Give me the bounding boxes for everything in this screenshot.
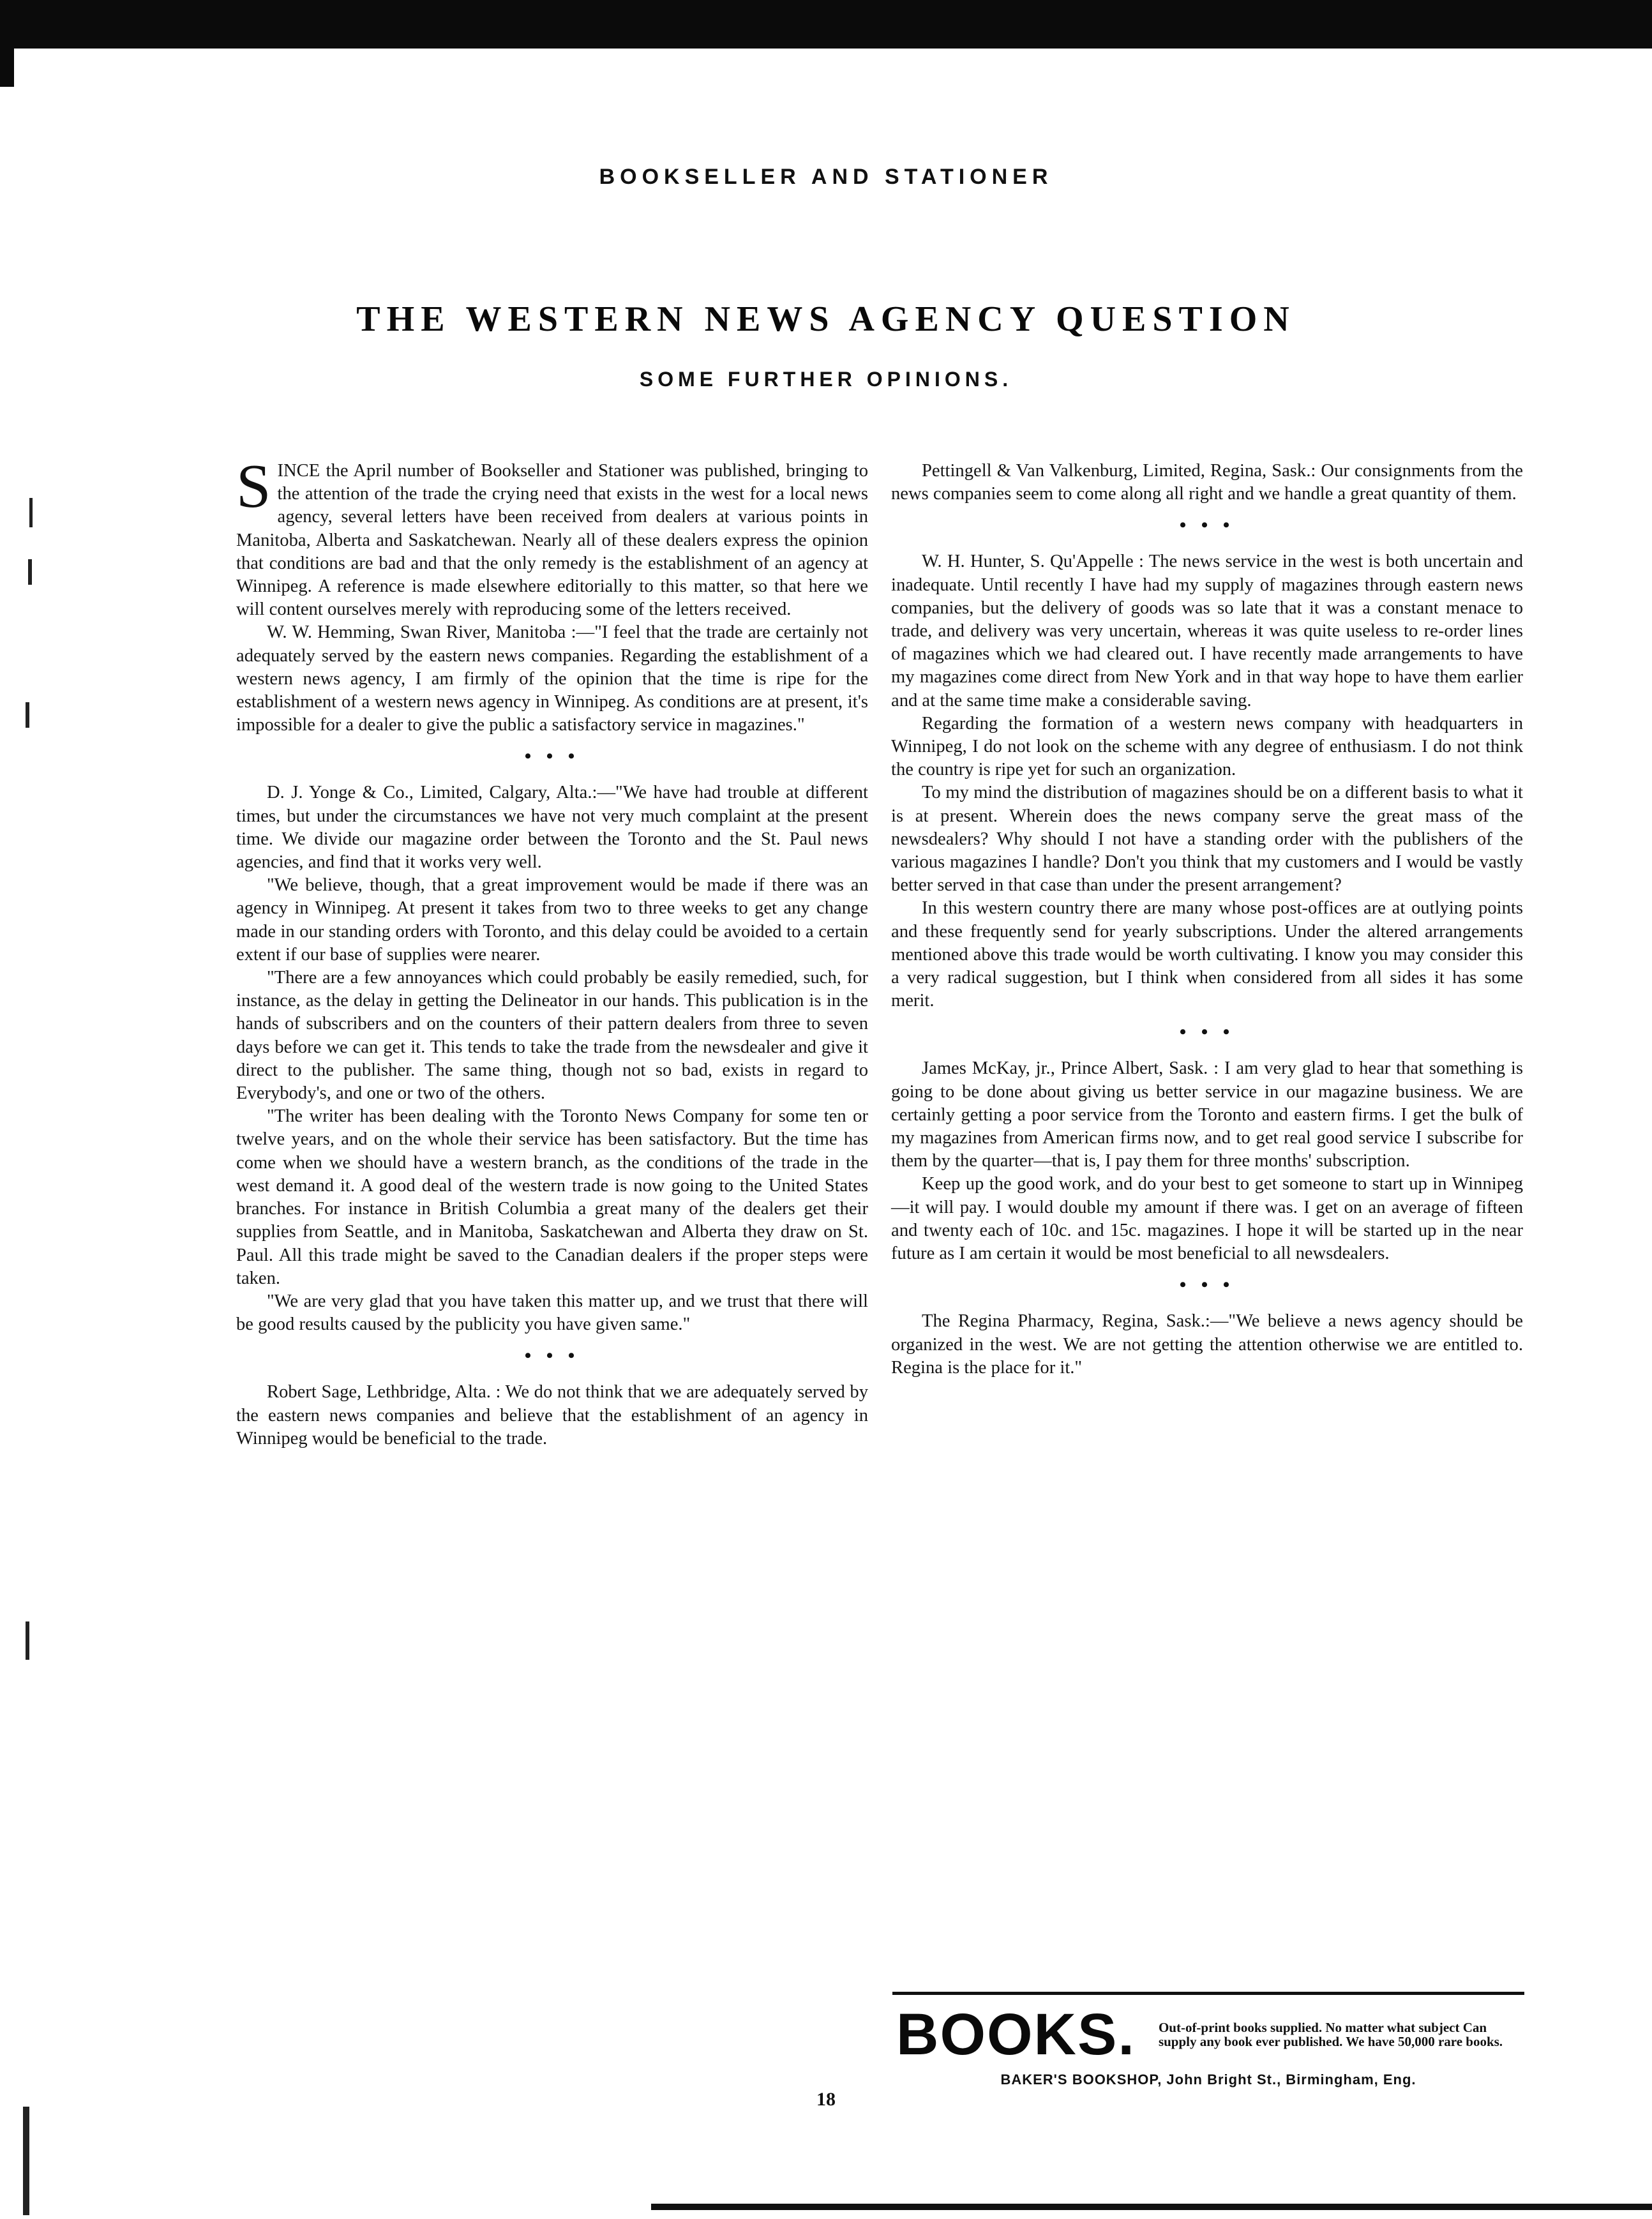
letter-yonge-paragraph: "The writer has been dealing with the Toronto News Company for some ten or twelve years, and on the whole their service has been satisfactory. But the time has come when we should have a western branch, as the conditions of the trade in the west demand it. A good deal of the western trade is now going to the United States branches. For instance in British Columbia a great many of the dealers get their supplies from Seattle, and in Manitoba, Saskatchewan and Alberta they draw on St. Paul. All this trade might be saved to the Canadian dealers if the proper steps were taken. [236, 1106, 868, 1288]
books-advertisement [892, 1992, 1524, 2088]
letter-mckay: James McKay, jr., Prince Albert, Sask. : I am very glad to hear that something is going to be done about giving us better service in our magazine business. We are certainly getting a poor service from the Toronto and eastern firms. I get the bulk of my magazines from American firms now, and to get real good service I subscribe for them by the quarter—that is, I pay them for three months' subscription. [891, 1058, 1523, 1171]
scan-border-corner [0, 49, 14, 87]
ad-shop-address: BAKER'S BOOKSHOP, John Bright St., Birmingham, Eng. [1000, 2072, 1416, 2087]
ad-headline: BOOKS. [896, 2002, 1136, 2067]
top-scan-border [0, 0, 1652, 49]
intro-paragraph [236, 452, 868, 621]
letter-yonge-paragraph: "We believe, though, that a great improvement would be made if there was an agency in Winnipeg. At present it takes from two to three weeks to get any change made in our standing orders with Toronto, and this delay could be avoided to a certain extent if our base of supplies were nearer. [236, 875, 868, 965]
article-title: THE WESTERN NEWS AGENCY QUESTION [356, 299, 1296, 339]
section-separator: • • • [1179, 515, 1235, 536]
letter-yonge-paragraph: "There are a few annoyances which could probably be easily remedied, such, for instance, as the delay in getting the Delineator in our hands. This publication is in the hands of subscribers and on the counters of their pattern dealers from three to seven days before we can get it. This tends to take the trade from the newsdealer and give it direct to the publisher. The same thing, though not so bad, exists in regard to Everybody's, and one or two of the others. [236, 968, 868, 1104]
right-column [891, 460, 1523, 1380]
letter-hemming: W. W. Hemming, Swan River, Manitoba :—"I feel that the trade are certainly not adequately served by the eastern news companies. Regarding the establishment of a western news agency, I am firmly of the opinion that the time is ripe for the establishment of a western news agency in Winnipeg. As conditions are at present, it's impossible for a dealer to give the public a satisfactory service in magazines." [236, 622, 868, 735]
letter-hunter-paragraph: Regarding the formation of a western news company with headquarters in Winnipeg, I do not look on the scheme with any degree of enthusiasm. I do not think the country is ripe yet for such an organization. [891, 713, 1523, 780]
left-column [236, 452, 868, 1450]
letter-regina: The Regina Pharmacy, Regina, Sask.:—"We believe a news agency should be organized in the west. We are not getting the attention otherwise we are entitled to. Regina is the place for it." [891, 1311, 1523, 1378]
section-separator: • • • [1179, 1021, 1235, 1043]
section-separator: • • • [524, 746, 580, 767]
letter-mckay-paragraph: Keep up the good work, and do your best to get someone to start up in Winnipeg—it will pay. I would double my amount if there was. I get on an average of fifteen and twenty each of 10c. and 15c. magazines. I hope it will be started up in the near future as I am certain it would be most beneficial to all newsdealers. [891, 1174, 1523, 1264]
ad-main-row [892, 2002, 1524, 2067]
letter-yonge: D. J. Yonge & Co., Limited, Calgary, Alta.:—"We have had trouble at different times, but under the circumstances we have not very much complaint at the present time. We divide our magazine order between the Toronto and the St. Paul news agencies, and find that it works very well. [236, 783, 868, 873]
letter-yonge-paragraph: "We are very glad that you have taken this matter up, and we trust that there will be good results caused by the publicity you have given same." [236, 1291, 868, 1335]
letter-pettingell: Pettingell & Van Valkenburg, Limited, Regina, Sask.: Our consignments from the news companies seem to come along all right and we handle a great quantity of them. [891, 461, 1523, 504]
letter-hunter-paragraph: In this western country there are many whose post-offices are at outlying points and these frequently send for yearly subscriptions. Under the altered arrangements mentioned above this trade would be worth cultivating. I know you may consider this a very radical suggestion, but I think when considered from all sides it has some merit. [891, 898, 1523, 1011]
article-subtitle: SOME FURTHER OPINIONS. [639, 368, 1013, 391]
letter-hunter-paragraph: To my mind the distribution of magazines should be on a different basis to what it is at present. Wherein does the news company serve the great mass of the newsdealers? Why should I not have a standing order with the publishers of the various magazines I handle? Don't you think that my customers and I would be vastly better served in that case than under the present arrangement? [891, 783, 1523, 896]
bottom-scan-line [651, 2204, 1652, 2210]
margin-mark [29, 498, 33, 527]
ad-description: Out-of-print books supplied. No matter what subject Can supply any book ever published. We have 50,000 rare books. [1158, 2020, 1503, 2049]
margin-mark [26, 702, 29, 728]
margin-mark [23, 2107, 29, 2215]
section-separator: • • • [1179, 1274, 1235, 1296]
margin-mark [26, 1621, 29, 1660]
margin-mark [28, 559, 32, 585]
intro-text: INCE the April number of Bookseller and Stationer was published, bringing to the attention of the trade the crying need that exists in the west for a local news agency, several letters have been received from dealers at various points in Manitoba, Alberta and Saskatchewan. Nearly all of these dealers express the opinion that conditions are bad and that the only remedy is the establishment of an agency at Winnipeg. A reference is made elsewhere editorially to this matter, so that here we will content ourselves merely with reproducing some of the letters received. [236, 461, 868, 620]
running-header: BOOKSELLER AND STATIONER [599, 165, 1053, 189]
page-number: 18 [816, 2089, 836, 2110]
section-separator: • • • [524, 1345, 580, 1367]
letter-hunter: W. H. Hunter, S. Qu'Appelle : The news service in the west is both uncertain and inadequate. Until recently I have had my supply of magazines through eastern news companies, but the delivery of goods was so late that it was a constant menace to trade, and delivery was very uncertain, whereas it was quite useless to re-order lines of magazines which we had cleared out. I have recently made arrangements to have my magazines come direct from New York and in that way hope to have them earlier and at the same time make a considerable saving. [891, 552, 1523, 711]
drop-cap: S [236, 452, 271, 521]
letter-sage: Robert Sage, Lethbridge, Alta. : We do not think that we are adequately served by the eastern news companies and believe that the establishment of an agency in Winnipeg would be beneficial to the trade. [236, 1382, 868, 1448]
